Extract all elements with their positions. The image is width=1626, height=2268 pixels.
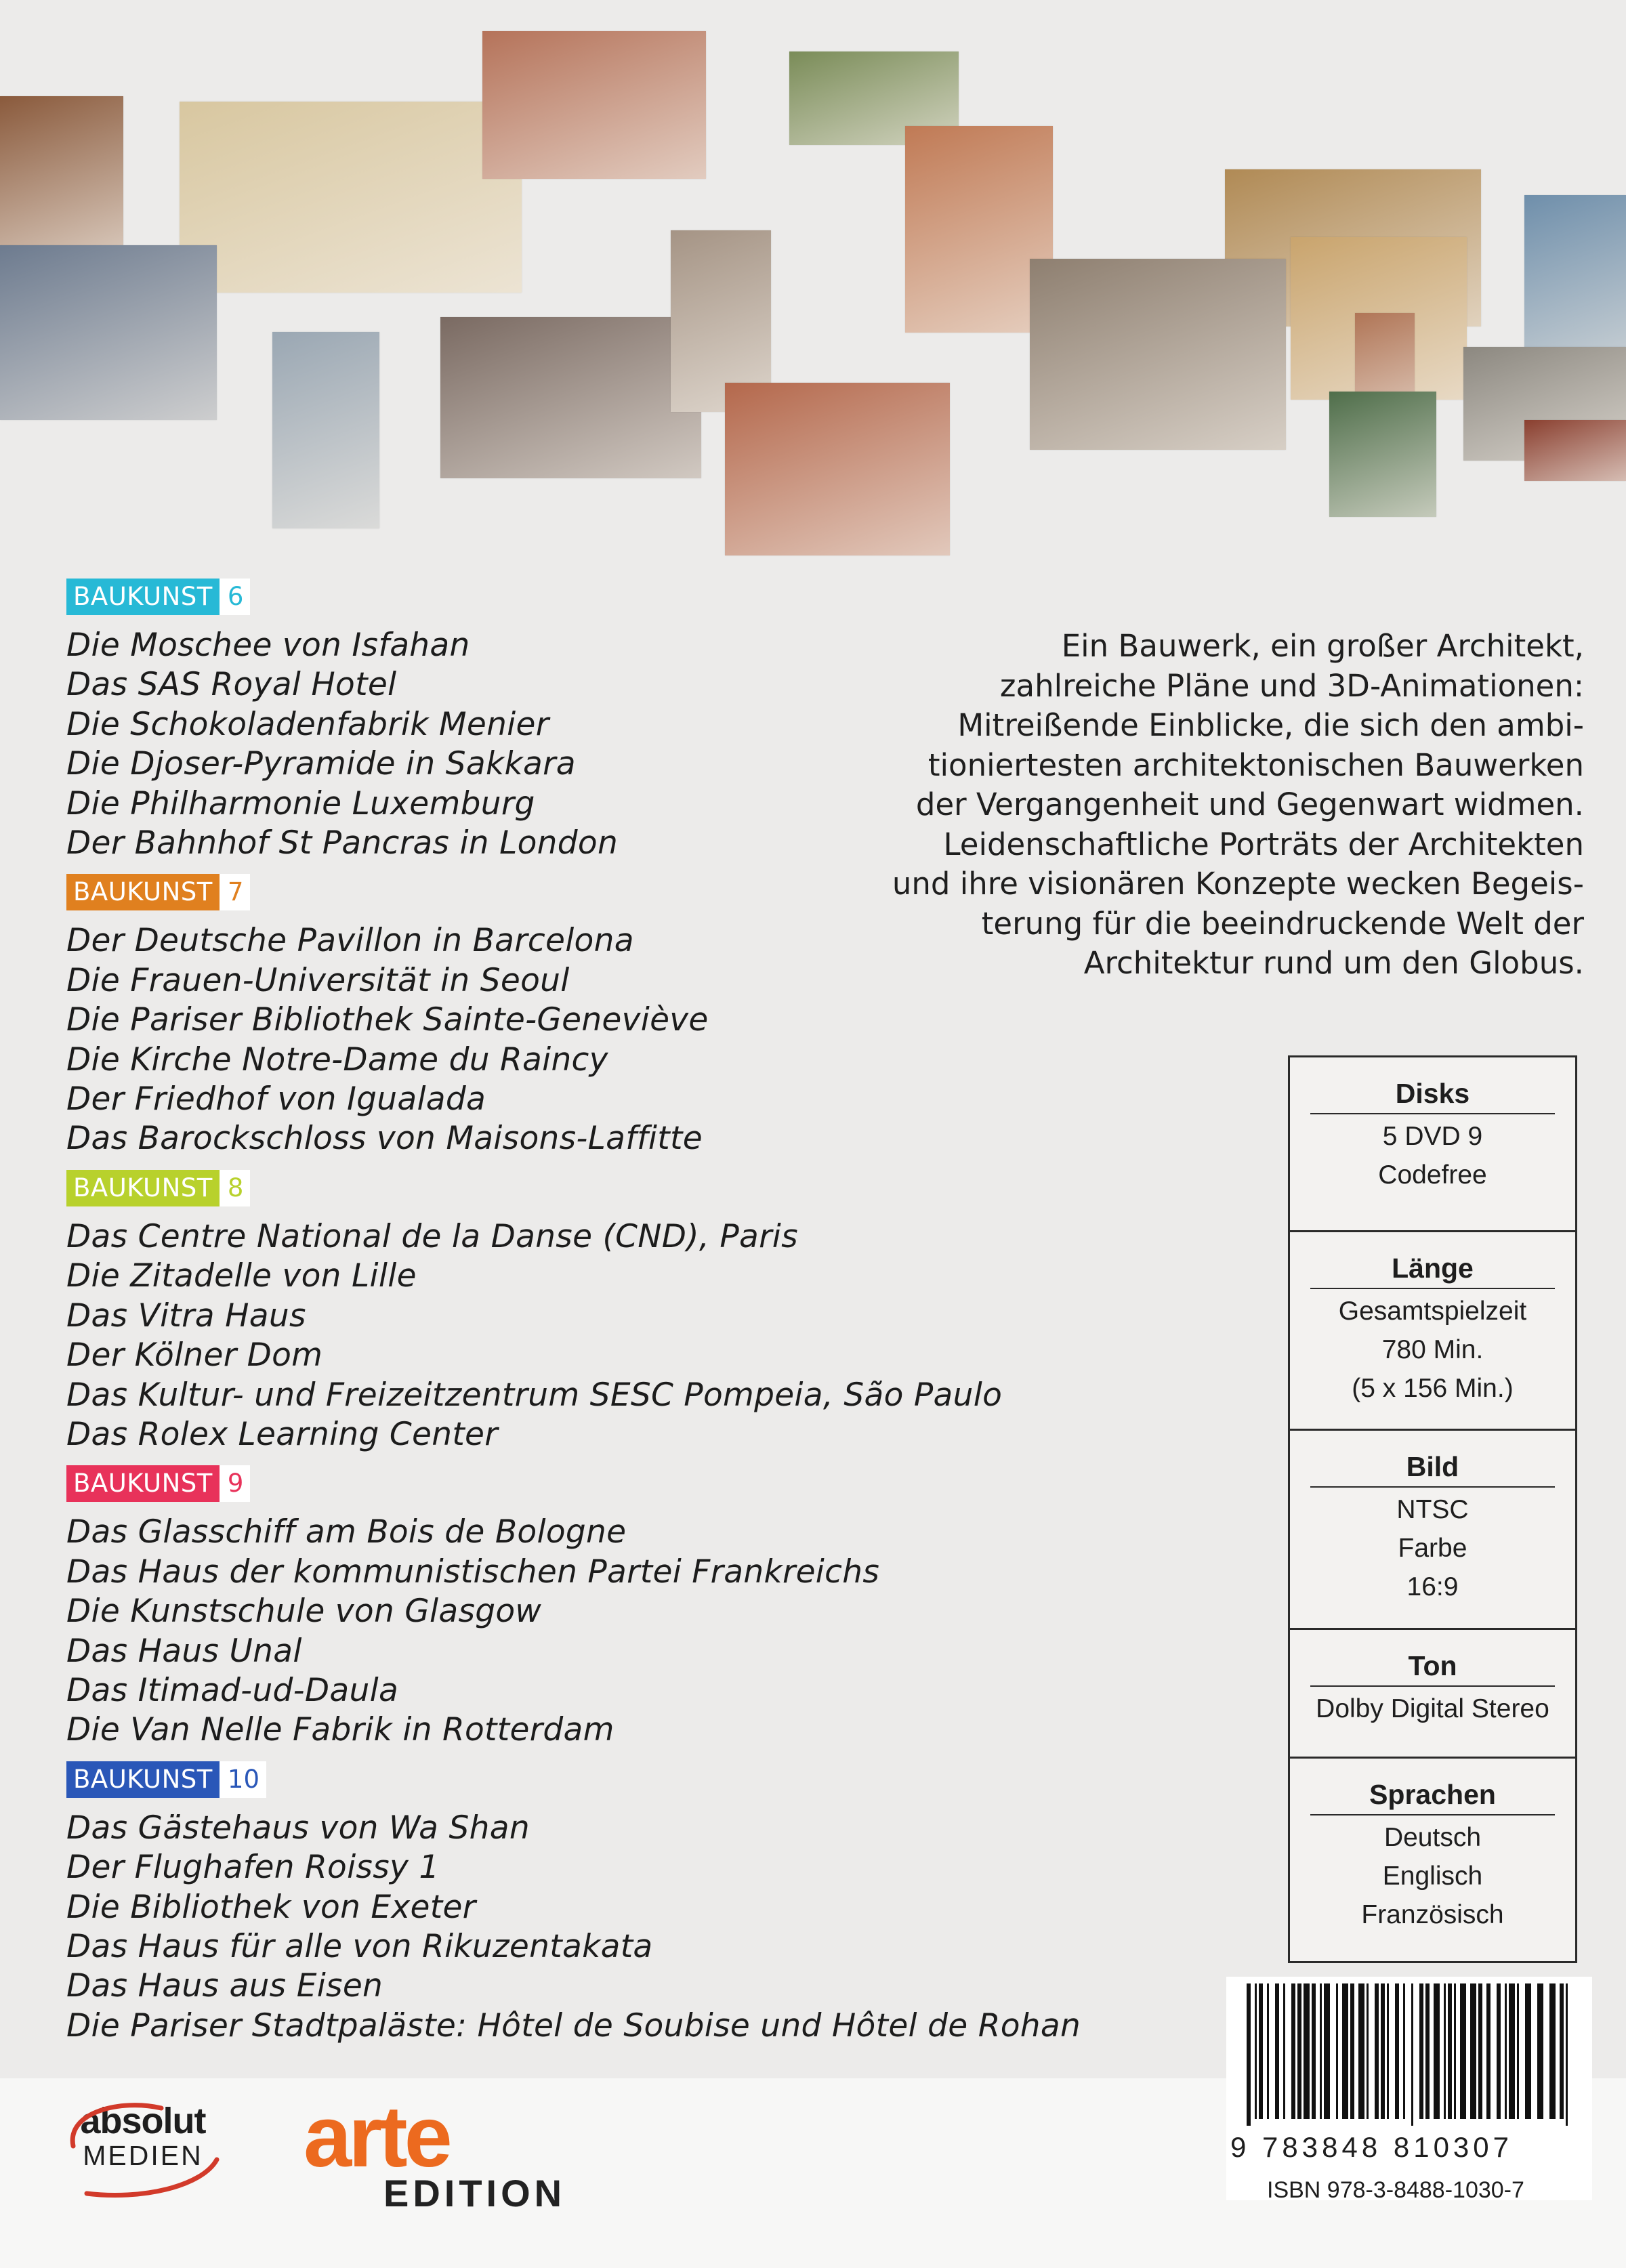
barcode-bar xyxy=(1444,1983,1446,2119)
photo-aerial-citadel xyxy=(1329,392,1436,517)
episode-title: Die Bibliothek von Exeter xyxy=(66,1888,476,1926)
series-heading xyxy=(66,1760,1164,1799)
episode-title: Die Kirche Notre-Dame du Raincy xyxy=(66,1041,608,1078)
episode-title: Die Moschee von Isfahan xyxy=(66,627,470,664)
logo-swoosh-icon xyxy=(60,2099,229,2200)
barcode-bar xyxy=(1267,1983,1269,2119)
barcode-digits: 9 783848 810307 xyxy=(1230,2131,1513,2163)
photo-columns-palace xyxy=(482,31,706,179)
barcode-bar xyxy=(1255,1983,1257,2119)
photo-glass-station xyxy=(0,245,217,420)
spec-value: NTSC xyxy=(1396,1495,1469,1524)
photo-spiral-stair xyxy=(272,332,379,528)
episode-title: Die Schokoladenfabrik Menier xyxy=(66,705,549,743)
series-block xyxy=(66,1169,1164,1454)
description-line: der Vergangenheit und Gegenwart widmen. xyxy=(915,786,1584,822)
series-number: 9 xyxy=(220,1465,251,1502)
barcode-bar xyxy=(1297,1983,1301,2119)
barcode-bar xyxy=(1537,1983,1543,2119)
spec-value: Französisch xyxy=(1361,1900,1504,1929)
series-number: 8 xyxy=(220,1170,251,1206)
barcode-bar xyxy=(1403,1983,1405,2119)
barcode-bar xyxy=(1454,1983,1456,2119)
episode-title: Der Flughafen Roissy 1 xyxy=(66,1849,440,1887)
spec-section xyxy=(1290,1057,1575,1232)
episode-title: Das Haus der kommunistischen Partei Frankreichs xyxy=(66,1553,880,1591)
spec-section xyxy=(1290,1630,1575,1759)
barcode-bar xyxy=(1395,1983,1399,2119)
episode-title: Das Barockschloss von Maisons-Laffitte xyxy=(66,1120,703,1158)
spec-section xyxy=(1290,1232,1575,1431)
barcode-bar xyxy=(1525,1983,1531,2119)
spec-title: Ton xyxy=(1310,1649,1555,1687)
barcode-bar xyxy=(1425,1983,1430,2119)
series-label: BAUKUNST xyxy=(66,1465,220,1502)
series-title-list xyxy=(66,1809,1164,2046)
series-label: BAUKUNST xyxy=(66,1170,220,1206)
description-line: Leidenschaftliche Porträts der Architekten xyxy=(943,826,1584,862)
spec-section xyxy=(1290,1759,1575,1965)
barcode-bar xyxy=(1291,1983,1295,2119)
barcode-bar xyxy=(1419,1983,1423,2119)
barcode-bar xyxy=(1283,1983,1285,2119)
spec-value: Farbe xyxy=(1398,1534,1467,1563)
episode-title: Das Kultur- und Freizeitzentrum SESC Pompeia, São Paulo xyxy=(66,1376,1003,1414)
series-label: BAUKUNST xyxy=(66,1761,220,1798)
description-text xyxy=(730,627,1584,984)
episode-title: Das Rolex Learning Center xyxy=(66,1415,498,1453)
barcode-bars xyxy=(1226,1977,1592,2126)
barcode-bar xyxy=(1486,1983,1490,2119)
barcode-bar xyxy=(1324,1983,1330,2119)
barcode-bar xyxy=(1509,1983,1515,2119)
episode-title: Die Van Nelle Fabrik in Rotterdam xyxy=(66,1711,614,1749)
absolut-medien-logo xyxy=(65,2101,221,2170)
episode-title: Das Haus für alle von Rikuzentakata xyxy=(66,1927,653,1965)
arte-wordmark: arte xyxy=(304,2088,449,2185)
spec-title: Sprachen xyxy=(1310,1778,1555,1815)
description-line: und ihre visionären Konzepte wecken Begeis- xyxy=(892,866,1584,902)
episode-title: Das Gästehaus von Wa Shan xyxy=(66,1809,530,1847)
spec-value: Deutsch xyxy=(1383,1823,1482,1852)
barcode-bar xyxy=(1358,1983,1364,2119)
barcode-bar xyxy=(1517,1983,1519,2119)
episode-title: Das Vitra Haus xyxy=(66,1297,306,1335)
barcode-bar xyxy=(1387,1983,1389,2119)
barcode-bar xyxy=(1549,1983,1556,2119)
barcode-bar xyxy=(1304,1983,1310,2119)
series-heading xyxy=(66,1169,1164,1208)
spec-value: 780 Min. xyxy=(1381,1335,1484,1364)
photo-red-structure xyxy=(1524,420,1626,481)
description-line: Ein Bauwerk, ein großer Architekt, xyxy=(1061,628,1584,664)
barcode-bar xyxy=(1381,1983,1385,2119)
barcode-bar xyxy=(1367,1983,1369,2119)
photo-dark-interior xyxy=(440,317,701,478)
barcode xyxy=(1226,1977,1592,2200)
series-number: 6 xyxy=(220,579,251,615)
barcode-bar xyxy=(1320,1983,1322,2119)
episode-title: Das Haus aus Eisen xyxy=(66,1967,383,2005)
series-heading xyxy=(66,577,1164,616)
series-label: BAUKUNST xyxy=(66,874,220,910)
spec-value: (5 x 156 Min.) xyxy=(1352,1374,1514,1403)
episode-title: Der Bahnhof St Pancras in London xyxy=(66,824,619,862)
barcode-bar xyxy=(1259,1983,1263,2119)
logo-publisher-top: absolut xyxy=(80,2101,206,2141)
series-number: 10 xyxy=(220,1761,266,1798)
episode-title: Die Pariser Stadtpaläste: Hôtel de Soubise und Hôtel de Rohan xyxy=(66,2007,1081,2044)
spec-title: Länge xyxy=(1310,1251,1555,1289)
specs-panel xyxy=(1288,1055,1577,1963)
spec-value: Codefree xyxy=(1378,1160,1487,1190)
isbn-number: ISBN 978-3-8488-1030-7 xyxy=(1267,2177,1524,2203)
spec-title: Bild xyxy=(1310,1450,1555,1488)
series-label: BAUKUNST xyxy=(66,579,220,615)
spec-value: Englisch xyxy=(1382,1862,1483,1891)
barcode-bar xyxy=(1411,1983,1413,2126)
series-heading xyxy=(66,1464,1164,1503)
spec-value: 16:9 xyxy=(1406,1572,1459,1601)
episode-title: Der Kölner Dom xyxy=(66,1337,323,1374)
episode-title: Die Zitadelle von Lille xyxy=(66,1257,417,1295)
photo-stone-interior xyxy=(0,96,123,249)
arte-edition-logo xyxy=(304,2088,575,2214)
episode-title: Der Friedhof von Igualada xyxy=(66,1080,486,1118)
barcode-bar xyxy=(1275,1983,1279,2119)
episode-title: Die Djoser-Pyramide in Sakkara xyxy=(66,745,576,783)
episode-title: Die Pariser Bibliothek Sainte-Geneviève xyxy=(66,1001,709,1039)
description-line: zahlreiche Pläne und 3D-Animationen: xyxy=(999,667,1584,704)
episode-title: Das Glasschiff am Bois de Bologne xyxy=(66,1513,627,1551)
barcode-bar xyxy=(1375,1983,1379,2119)
description-line: Architektur rund um den Globus. xyxy=(1083,945,1584,981)
barcode-bar xyxy=(1478,1983,1482,2119)
spec-section xyxy=(1290,1431,1575,1630)
spec-value: 5 DVD 9 xyxy=(1382,1122,1483,1151)
episode-title: Das Centre National de la Danse (CND), Paris xyxy=(66,1217,798,1255)
series-title-list xyxy=(66,1513,1164,1750)
barcode-bar xyxy=(1505,1983,1507,2119)
episode-title: Das Itimad-ud-Daula xyxy=(66,1671,399,1709)
arte-edition-label: EDITION xyxy=(383,2172,566,2214)
photo-light-corridor xyxy=(1030,259,1286,450)
series-block xyxy=(66,1464,1164,1750)
photo-brick-house xyxy=(725,383,950,555)
barcode-bar xyxy=(1566,1983,1568,2126)
barcode-bar xyxy=(1336,1983,1338,2119)
series-title-list xyxy=(66,1217,1164,1454)
description-line: tioniertesten architektonischen Bauwerken xyxy=(927,747,1584,783)
series-number: 7 xyxy=(220,874,251,910)
description-line: Mitreißende Einblicke, die sich den ambi- xyxy=(957,707,1584,743)
barcode-bar xyxy=(1560,1983,1564,2119)
episode-title: Die Kunstschule von Glasgow xyxy=(66,1593,542,1631)
episode-title: Die Philharmonie Luxemburg xyxy=(66,784,535,822)
barcode-bar xyxy=(1434,1983,1440,2119)
spec-title: Disks xyxy=(1310,1076,1555,1114)
spec-value: Gesamtspielzeit xyxy=(1338,1297,1527,1326)
series-block xyxy=(66,1760,1164,2046)
barcode-bar xyxy=(1497,1983,1501,2119)
photo-sas-royal-hotel xyxy=(180,102,522,293)
spec-value: Dolby Digital Stereo xyxy=(1316,1694,1549,1723)
barcode-bar xyxy=(1247,1983,1251,2126)
photo-collage xyxy=(0,0,1626,576)
barcode-bar xyxy=(1342,1983,1348,2119)
episode-title: Das Haus Unal xyxy=(66,1632,302,1670)
logo-publisher-bottom: MEDIEN xyxy=(83,2140,203,2171)
episode-title: Der Deutsche Pavillon in Barcelona xyxy=(66,922,634,960)
barcode-bar xyxy=(1312,1983,1316,2119)
episode-title: Die Frauen-Universität in Seoul xyxy=(66,961,570,999)
episode-title: Das SAS Royal Hotel xyxy=(66,666,397,704)
barcode-bar xyxy=(1460,1983,1466,2119)
description-line: terung für die beeindruckende Welt der xyxy=(981,905,1584,942)
barcode-bar xyxy=(1470,1983,1476,2119)
barcode-bar xyxy=(1350,1983,1354,2119)
barcode-bar xyxy=(1448,1983,1452,2119)
